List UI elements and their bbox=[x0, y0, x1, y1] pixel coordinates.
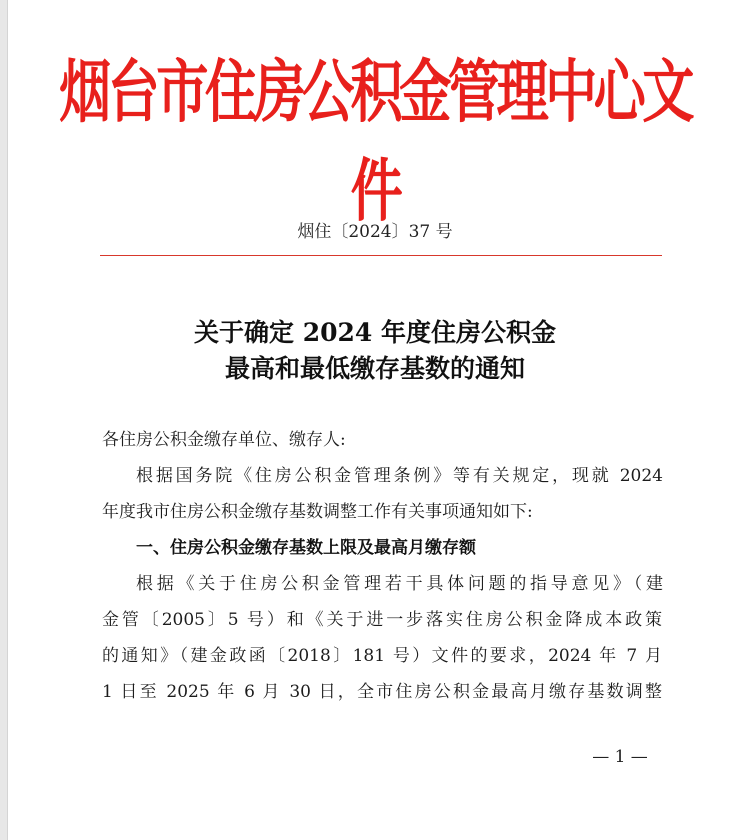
header-divider bbox=[100, 255, 662, 256]
document-title-line-1: 关于确定 2024 年度住房公积金 bbox=[194, 318, 556, 347]
document-page bbox=[8, 0, 742, 840]
section-heading: 一、住房公积金缴存基数上限及最高月缴存额 bbox=[136, 538, 476, 558]
issuer-header: 烟台市住房公积金管理中心文件 bbox=[59, 51, 691, 232]
body-paragraph-line: 金管〔2005〕5 号）和《关于进一步落实住房公积金降成本政策 bbox=[102, 610, 662, 630]
body-paragraph-line: 1 日至 2025 年 6 月 30 日，全市住房公积金最高月缴存基数调整 bbox=[102, 682, 662, 702]
document-title-line-2: 最高和最低缴存基数的通知 bbox=[224, 354, 525, 383]
body-paragraph-line: 根据《关于住房公积金管理若干具体问题的指导意见》（建 bbox=[136, 574, 663, 594]
page-number: — 1 — bbox=[592, 747, 648, 767]
document-number: 烟住〔2024〕37 号 bbox=[297, 222, 453, 242]
body-paragraph-line: 的通知》（建金政函〔2018〕181 号）文件的要求，2024 年 7 月 bbox=[102, 646, 662, 666]
body-paragraph-line: 根据国务院《住房公积金管理条例》等有关规定，现就 2024 bbox=[136, 466, 663, 486]
salutation: 各住房公积金缴存单位、缴存人: bbox=[102, 430, 346, 450]
page-left-edge bbox=[0, 0, 8, 840]
body-paragraph-line: 年度我市住房公积金缴存基数调整工作有关事项通知如下: bbox=[102, 502, 533, 522]
